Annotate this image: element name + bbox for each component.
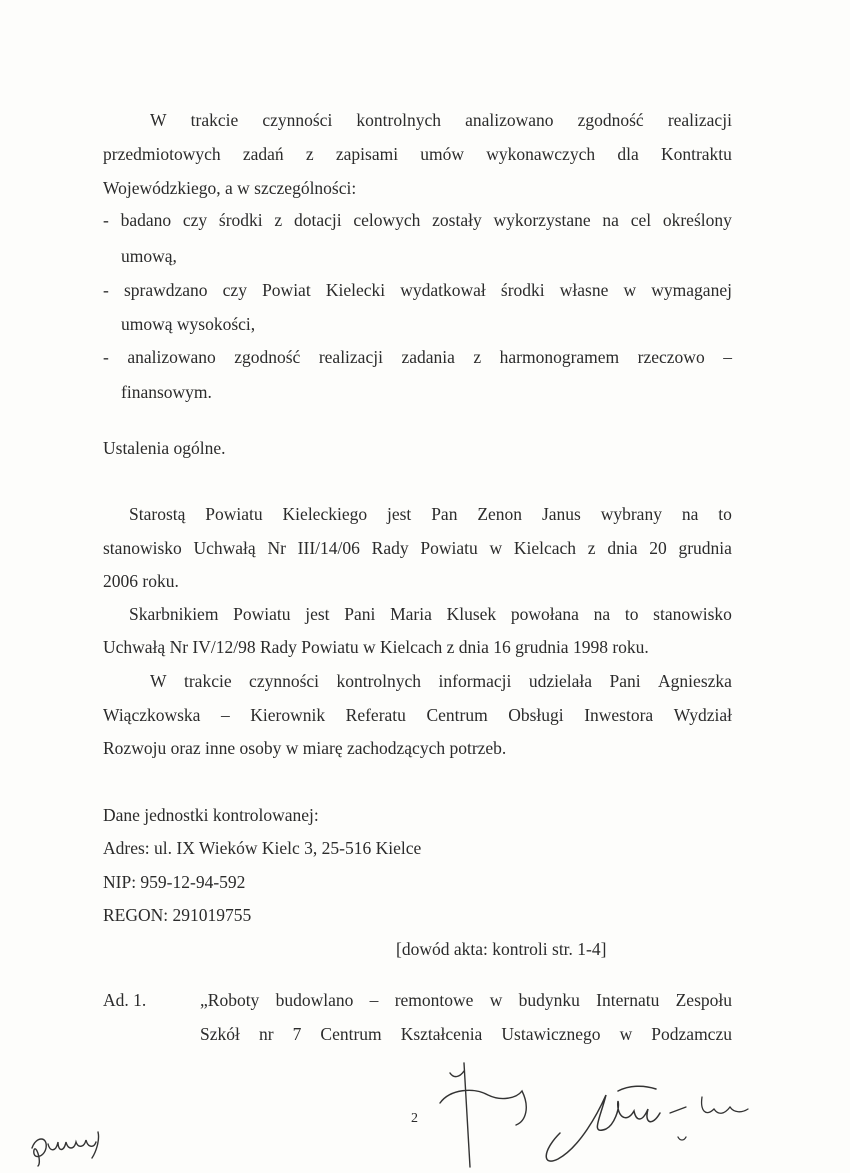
unit-regon: REGON: 291019755: [103, 905, 252, 925]
intro-line-1: W trakcie czynności kontrolnych analizowano zgodność realizacji: [150, 110, 732, 130]
ad1-line-1: „Roboty budowlano – remontowe w budynku Internatu Zespołu: [200, 990, 732, 1010]
unit-address: Adres: ul. IX Wieków Kielc 3, 25-516 Kielce: [103, 838, 422, 858]
intro-line-3: Wojewódzkiego, a w szczególności:: [103, 178, 357, 198]
bullet-2-line-1: - sprawdzano czy Powiat Kielecki wydatkował środki własne w wymaganej: [103, 280, 732, 300]
intro-line-2: przedmiotowych zadań z zapisami umów wykonawczych dla Kontraktu: [103, 144, 732, 164]
bullet-2-line-2: umową wysokości,: [121, 314, 256, 334]
bullet-1-line-1: - badano czy środki z dotacji celowych zostały wykorzystane na cel określony: [103, 210, 732, 230]
initials-signature: [26, 1118, 116, 1168]
ad1-label: Ad. 1.: [103, 990, 147, 1010]
p1-line-1: Starostą Powiatu Kieleckiego jest Pan Zenon Janus wybrany na to: [129, 504, 732, 524]
ad1-line-2: Szkół nr 7 Centrum Kształcenia Ustawicznego w Podzamczu: [200, 1024, 732, 1044]
p2-line-1: Skarbnikiem Powiatu jest Pani Maria Klusek powołana na to stanowisko: [129, 604, 732, 624]
bullet-1-line-2: umową,: [121, 246, 177, 266]
p2-line-2: Uchwałą Nr IV/12/98 Rady Powiatu w Kielcach z dnia 16 grudnia 1998 roku.: [103, 637, 649, 657]
p3-line-2: Wiączkowska – Kierownik Referatu Centrum Obsługi Inwestora Wydział: [103, 705, 732, 725]
p1-line-2: stanowisko Uchwałą Nr III/14/06 Rady Powiatu w Kielcach z dnia 20 grudnia: [103, 538, 732, 558]
bullet-3-line-2: finansowym.: [121, 382, 212, 402]
evidence-reference: [dowód akta: kontroli str. 1-4]: [396, 939, 607, 959]
section-heading: Ustalenia ogólne.: [103, 438, 226, 458]
bullet-3-line-1: - analizowano zgodność realizacji zadania z harmonogramem rzeczowo –: [103, 347, 732, 367]
unit-label: Dane jednostki kontrolowanej:: [103, 805, 319, 825]
unit-nip: NIP: 959-12-94-592: [103, 872, 246, 892]
page-number: 2: [411, 1111, 418, 1126]
p3-line-1: W trakcie czynności kontrolnych informacji udzielała Pani Agnieszka: [150, 671, 732, 691]
handwritten-signatures: [430, 1055, 770, 1173]
p3-line-3: Rozwoju oraz inne osoby w miarę zachodzących potrzeb.: [103, 738, 507, 758]
p1-line-3: 2006 roku.: [103, 571, 179, 591]
